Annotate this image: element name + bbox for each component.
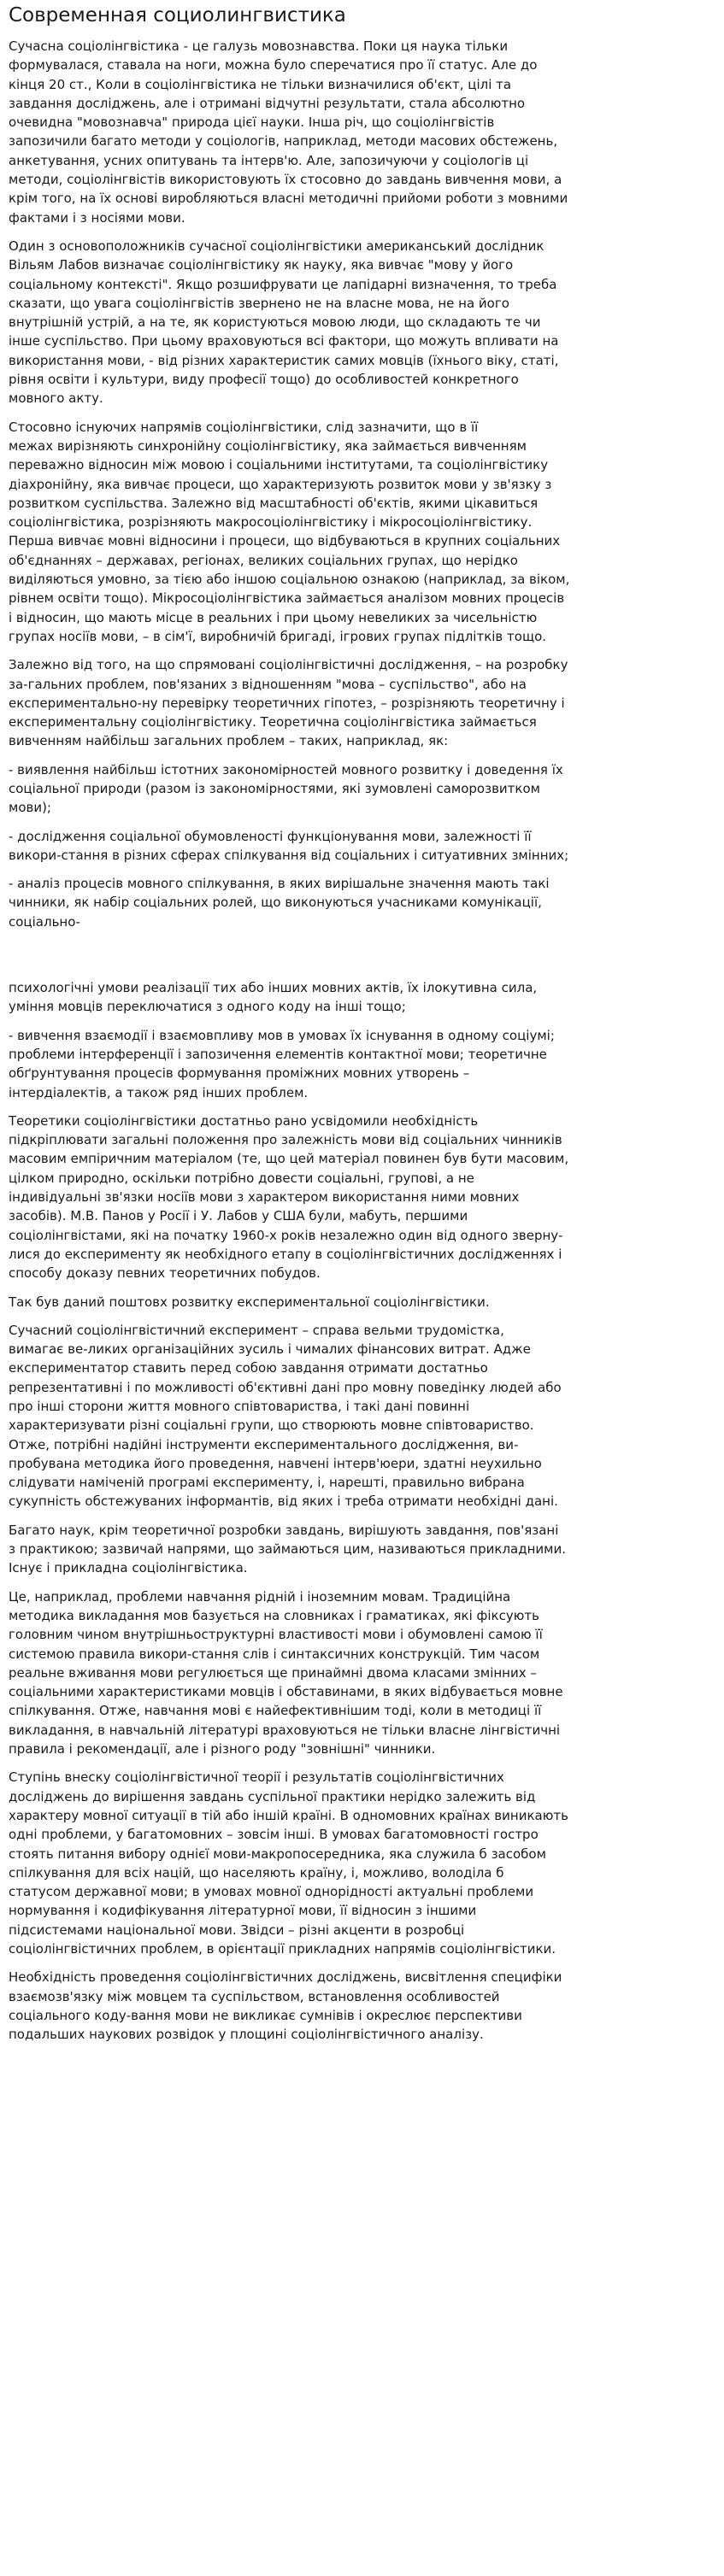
paragraph-intro: Сучасна соціолінгвістика - це галузь мовознавства. Поки ця наука тільки формувалася, ставала на ноги, можна було сперечатися про її статус. Але до кінця 20 ст., Коли в соціолінгвістика не тільки визначилися об'єкт, цілі та завдання досліджень, але і отримані відчутні результати, стала абсолютно очевидна "мовознавча" природа цієї науки. Інша річ, що соціолінгвістів запозичили багато методи у соціологів, наприклад, методи масових обстежень, анкетування, усних опитувань та інтерв'ю. Але, запозичуючи у соціологів ці методи, соціолінгвістів використовують їх стосовно до завдань вивчення мови, а крім того, на їх основі виробляються власні методичні прийоми роботи з мовними фактами і з носіями мови. <box>9 38 568 226</box>
paragraph-language-teaching: Це, наприклад, проблеми навчання рідній і іноземним мовам. Традиційна методика викладання мов базується на словниках і граматиках, які фіксують головним чином внутрішньоструктурні властивості мови і обумовлені самою її системою правила викори-стання слів і синтаксичних конструкцій. Тим часом реальне вживання мови регулюється ще принаймні двома класами змінних – соціальними характеристиками мовців і обставинами, в яких відбувається мовне спілкування. Отже, навчання мові є найефективнішим тоді, коли в методиці її викладання, в навчальній літературі враховуються не тільки власне лінгвістичні правила і рекомендації, але і різного роду "зовнішні" чинники. <box>9 1588 563 1757</box>
paragraph-language-situation: Ступінь внеску соціолінгвістичної теорії і результатів соціолінгвістичних досліджень до вирішення завдань суспільної практики нерідко залежить від характеру мовної ситуації в тій або іншій країні. В одномовних країнах виникають одні проблеми, у багатомовних – зовсім інші. В умовах багатомовності гостро стоять питання вибору однієї мови-макропосередника, яка служила б засобом спілкування для всіх націй, що населяють країну, і, можливо, володіла б статусом державної мови; в умовах мовної однорідності актуальні проблеми нормування і кодифікування літературної мови, її відносин з іншими підсистемами національної мови. Звідси – різні акценти в розробці соціолінгвістичних проблем, в орієнтації прикладних напрямів соціолінгвістики. <box>9 1769 568 1957</box>
list-item-communication-analysis: - аналіз процесів мовного спілкування, в яких вирішальне значення мають такі чинники, як набір соціальних ролей, що виконуються учасниками комунікації, соціально- <box>9 876 550 930</box>
list-item-social-conditioning: - дослідження соціальної обумовленості функціонування мови, залежності її викори-стання в різних сферах спілкування від соціальних і ситуативних змінних; <box>9 828 569 863</box>
paragraph-theoretical-experimental: Залежно від того, на що спрямовані соціолінгвістичні дослідження, – на розробку за-гальних проблем, пов'язаних з відношенням "мова – суспільство", або на експериментально-ну перевірку теоретичних гіпотез, – розрізняють теоретичну і експериментальну соціолінгвістику. Теоретична соціолінгвістика займається вивченням найбільш загальних проблем – таких, наприклад, як: <box>9 657 568 749</box>
paragraph-conclusion: Необхідність проведення соціолінгвістичних досліджень, висвітлення специфіки взаємозв'язку між мовцем та суспільством, встановлення особливостей соціального коду-вання мови не викликає сумнівів і окреслює перспективи подальших наукових розвідок у площині соціолінгвістичного аналізу. <box>9 1969 562 2043</box>
paragraph-directions: Стосовно існуючих напрямів соціолінгвістики, слід зазначити, що в її межах вирізняють синхронійну соціолінгвістику, яка займається вивченням переважно відносин між мовою і соціальними інститутами, та соціолінгвістику діахронійну, яка вивчає процеси, що характеризують розвиток мови у зв'язку з розвитком суспільства. Залежно від масштабності об'єктів, якими цікавиться соціолінгвістика, розрізняють макросоціолінгвістику і мікросоціолінгвістику. Перша вивчає мовні відносини і процеси, що відбуваються в крупних соціальних об'єднаннях – державах, регіонах, великих соціальних групах, що нерідко виділяються умовно, за тією або іншою соціальною ознакою (наприклад, за віком, рівнем освіти тощо). Мікросоціолінгвістика займається аналізом мовних процесів і відносин, що мають місце в реальних і при цьому невеликих за чисельністю групах носіїв мови, – в сім'ї, виробничій бригаді, ігрових групах підлітків тощо. <box>9 419 570 644</box>
paragraph-applied-sciences: Багато наук, крім теоретичної розробки завдань, вирішують завдання, пов'язані з практикою; зазвичай напрями, що займаються цим, називаються прикладними. Існує і прикладна соціолінгвістика. <box>9 1522 566 1576</box>
paragraph-experimental-impulse: Так був даний поштовх розвитку експериментальної соціолінгвістики. <box>9 1294 490 1310</box>
list-item-language-interaction: - вивчення взаємодії і взаємовпливу мов в умовах їх існування в одному соціумі; проблеми інтерференції і запозичення елементів контактної мови; теоретичне обґрунтування процесів формування проміжних мовних утворень – інтердіалектів, а також ряд інших проблем. <box>9 1027 555 1100</box>
paragraph-labov-definition: Один з основоположників сучасної соціолінгвістики американський дослідник Вільям Лабов визначає соціолінгвістику як науку, яка вивчає "мову у його соціальному контексті". Якщо розшифрувати це лапідарні визначення, то треба сказати, що увага соціолінгвістів звернено не на власне мова, не на його внутрішній устрій, а на те, як користуються мовою люди, що складають те чи інше суспільство. При цьому враховуються всі фактори, що можуть впливати на використання мови, - від різних характеристик самих мовців (їхнього віку, статі, рівня освіти і культури, виду професії тощо) до особливостей конкретного мовного акту. <box>9 238 559 407</box>
page-title: Современная социолингвистика <box>9 4 346 26</box>
blank-gap <box>9 941 715 978</box>
paragraph-modern-experiment: Сучасний соціолінгвістичний експеримент – справа вельми трудомістка, вимагає ве-ликих організаційних зусиль і чималих фінансових витрат. Адже експериментатор ставить перед собою завдання отримати достатньо репрезентативні і по можливості об'єктивні дані про мовну поведінку людей або про інші сторони життя мовного співтовариства, і такі дані повинні характеризувати різні соціальні групи, що створюють мовне співтовариство. Отже, потрібні надійні інструменти експериментального дослідження, ви- пробувана методика його проведення, навчені інтерв'юери, здатні неухильно слідувати наміченій програмі експерименту, і, нарешті, правильно вибрана сукупність обстежуваних інформантів, від яких і треба отримати необхідні дані. <box>9 1322 562 1510</box>
paragraph-empirical-material: Теоретики соціолінгвістики достатньо рано усвідомили необхідність підкріплювати загальні положення про залежність мови від соціальних чинників масовим емпіричним матеріалом (те, що цей матеріал повинен був бути масовим, цілком природно, оскільки потрібно довести соціальні, групові, а не індивідуальні зв'язки носіїв мови з характером використання ними мовних засобів). М.В. Панов у Росії і У. Лабов у США були, мабуть, першими соціолінгвістами, які на початку 1960-х років незалежно один від одного зверну- лися до експерименту як необхідного етапу в соціолінгвістичних дослідженнях і способу доказу певних теоретичних побудов. <box>9 1112 569 1282</box>
list-item-regularities: - виявлення найбільш істотних закономірностей мовного розвитку і доведення їх соціальної природи (разом із закономірностями, які зумовлені саморозвитком мови); <box>9 761 563 816</box>
paragraph-psychological-conditions: психологічні умови реалізації тих або інших мовних актів, їх ілокутивна сила, уміння мовців переключатися з одного коду на інші тощо; <box>9 980 538 1015</box>
